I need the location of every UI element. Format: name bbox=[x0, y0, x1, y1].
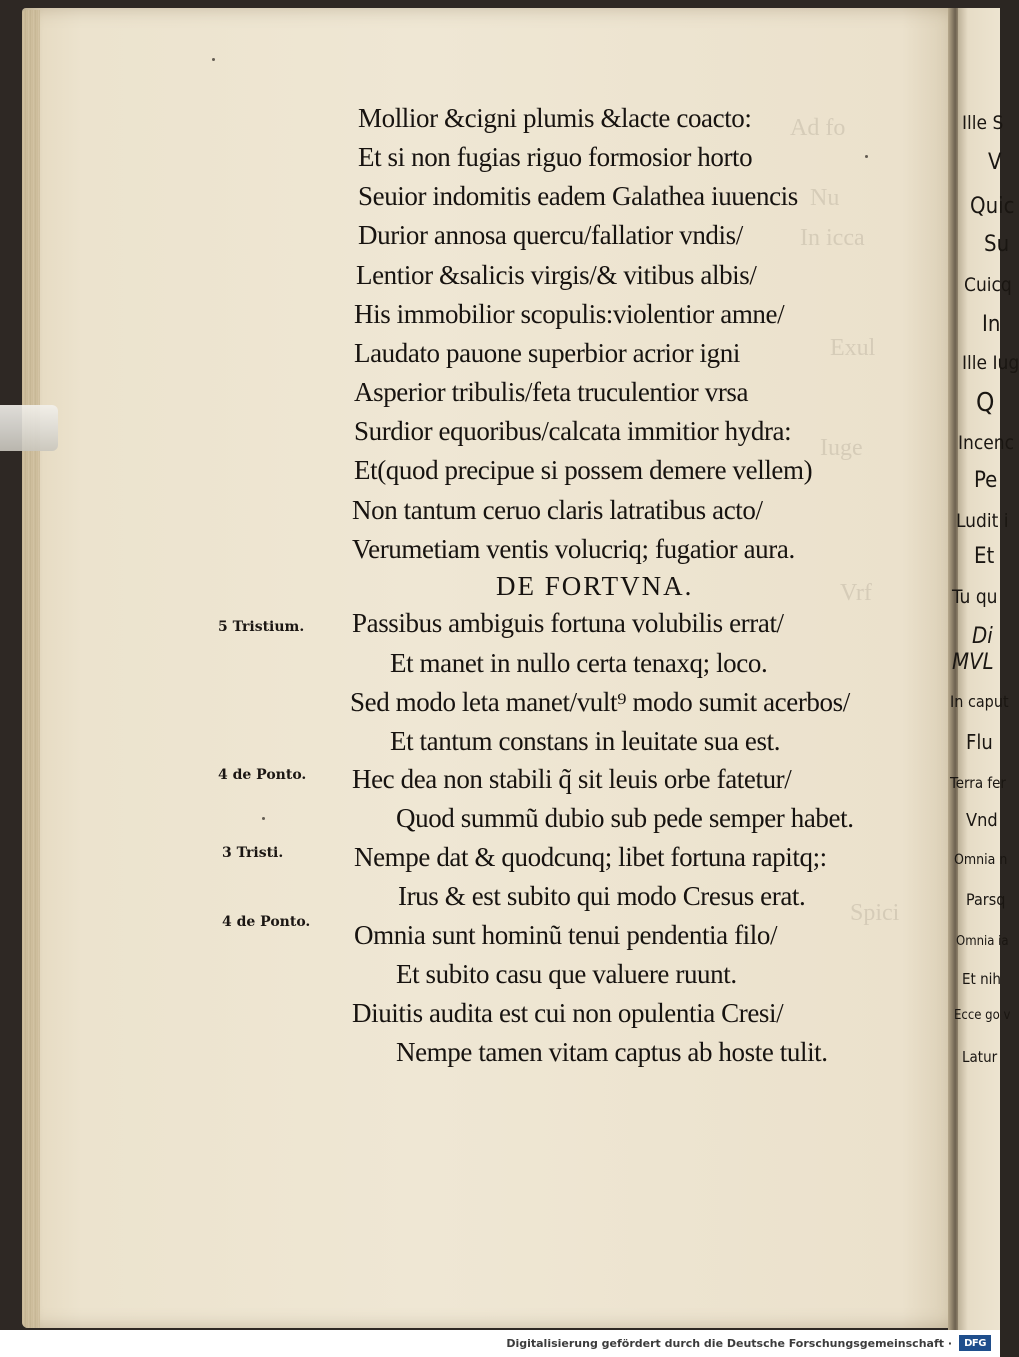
poem-line: Non tantum ceruo claris latratibus acto/ bbox=[352, 495, 763, 525]
margin-note: 4 de Ponto. bbox=[222, 914, 311, 930]
poem-line: Quod summũ dubio sub pede semper habet. bbox=[396, 803, 854, 833]
adjacent-line: Omnia n bbox=[954, 852, 1008, 868]
ink-speck bbox=[262, 817, 265, 820]
adjacent-line: In caput bbox=[950, 692, 1009, 711]
show-through: Ad fo bbox=[790, 115, 846, 141]
adjacent-line: Tu qu bbox=[952, 586, 998, 608]
adjacent-line: MVL bbox=[952, 650, 994, 675]
poem-line: Nempe dat & quodcunq; libet fortuna rapitq;: bbox=[354, 842, 827, 872]
show-through: Nu bbox=[810, 185, 840, 211]
adjacent-line: Et nih bbox=[962, 970, 1001, 988]
adjacent-line: Q bbox=[976, 388, 995, 418]
margin-note: 5 Tristium. bbox=[218, 619, 305, 635]
poem-line: Nempe tamen vitam captus ab hoste tulit. bbox=[396, 1037, 828, 1067]
page-edge bbox=[22, 10, 40, 1328]
page-clip bbox=[0, 405, 58, 451]
ink-speck bbox=[212, 58, 215, 61]
margin-note: 3 Tristi. bbox=[222, 845, 284, 861]
adjacent-line: In bbox=[982, 312, 1001, 337]
show-through: Spici bbox=[850, 900, 900, 926]
poem-line: Irus & est subito qui modo Cresus erat. bbox=[398, 881, 806, 911]
adjacent-line: Su bbox=[984, 232, 1010, 257]
poem-line: Seuior indomitis eadem Galathea iuuencis bbox=[358, 181, 798, 211]
adjacent-line: Latur bbox=[962, 1048, 998, 1066]
adjacent-line: Incenc bbox=[958, 432, 1015, 454]
poem-line: Sed modo leta manet/vult⁹ modo sumit acerbos/ bbox=[350, 687, 850, 717]
poem-line: Mollior &cigni plumis &lacte coacto: bbox=[358, 103, 752, 133]
adjacent-line: Pe bbox=[974, 468, 998, 493]
poem-line: Passibus ambiguis fortuna volubilis errat/ bbox=[352, 608, 784, 638]
adjacent-line: Ludit i bbox=[956, 510, 1009, 532]
footer-credit: Digitalisierung gefördert durch die Deutsche Forschungsgemeinschaft · bbox=[506, 1337, 952, 1350]
poem-line: Surdior equoribus/calcata immitior hydra: bbox=[354, 416, 792, 446]
adjacent-line: Cuicq bbox=[964, 274, 1012, 296]
adjacent-line: Quic bbox=[970, 194, 1015, 219]
adjacent-line: Omnia ia bbox=[956, 934, 1009, 949]
poem-line: Et tantum constans in leuitate sua est. bbox=[390, 726, 781, 756]
adjacent-line: Terra fer bbox=[950, 774, 1006, 792]
adjacent-line: Et bbox=[974, 544, 995, 569]
adjacent-line: Ille S bbox=[962, 112, 1004, 134]
poem-line: Diuitis audita est cui non opulentia Cresi/ bbox=[352, 998, 784, 1028]
show-through: Iuge bbox=[820, 435, 863, 461]
poem-line: Omnia sunt hominũ tenui pendentia filo/ bbox=[354, 920, 778, 950]
adjacent-line: Parsq bbox=[966, 890, 1006, 909]
show-through: Exul bbox=[830, 335, 876, 361]
poem-line: Durior annosa quercu/fallatior vndis/ bbox=[358, 220, 743, 250]
poem-line: Et si non fugias riguo formosior horto bbox=[358, 142, 753, 172]
adjacent-line: Vnd bbox=[966, 810, 998, 831]
poem-line: Et subito casu que valuere ruunt. bbox=[396, 959, 737, 989]
poem-line: Verumetiam ventis volucriq; fugatior aura. bbox=[352, 534, 795, 564]
poem-line: Laudato pauone superbior acrior igni bbox=[354, 338, 740, 368]
dfg-logo: DFG bbox=[959, 1335, 991, 1351]
poem-line: Asperior tribulis/feta truculentior vrsa bbox=[354, 377, 749, 407]
adjacent-line: Di bbox=[972, 624, 993, 649]
adjacent-line: V bbox=[988, 150, 1002, 175]
adjacent-line: Ille Iug bbox=[962, 352, 1019, 374]
adjacent-line: Ecce go v bbox=[954, 1008, 1011, 1023]
poem-line: His immobilior scopulis:violentior amne/ bbox=[354, 299, 785, 329]
adjacent-line: Flu bbox=[966, 730, 993, 754]
poem-line: Lentior &salicis virgis/& vitibus albis/ bbox=[356, 260, 757, 290]
show-through: In icca bbox=[800, 225, 865, 251]
poem-line: Et manet in nullo certa tenaxq; loco. bbox=[390, 648, 768, 678]
poem-line: Hec dea non stabili q̃ sit leuis orbe fatetur/ bbox=[352, 764, 792, 794]
margin-note: 4 de Ponto. bbox=[218, 767, 307, 783]
poem-line: Et(quod precipue si possem demere vellem) bbox=[354, 455, 813, 485]
section-heading: DE FORTVNA. bbox=[496, 571, 694, 601]
ink-speck bbox=[865, 155, 868, 158]
show-through: Vrf bbox=[840, 580, 872, 606]
